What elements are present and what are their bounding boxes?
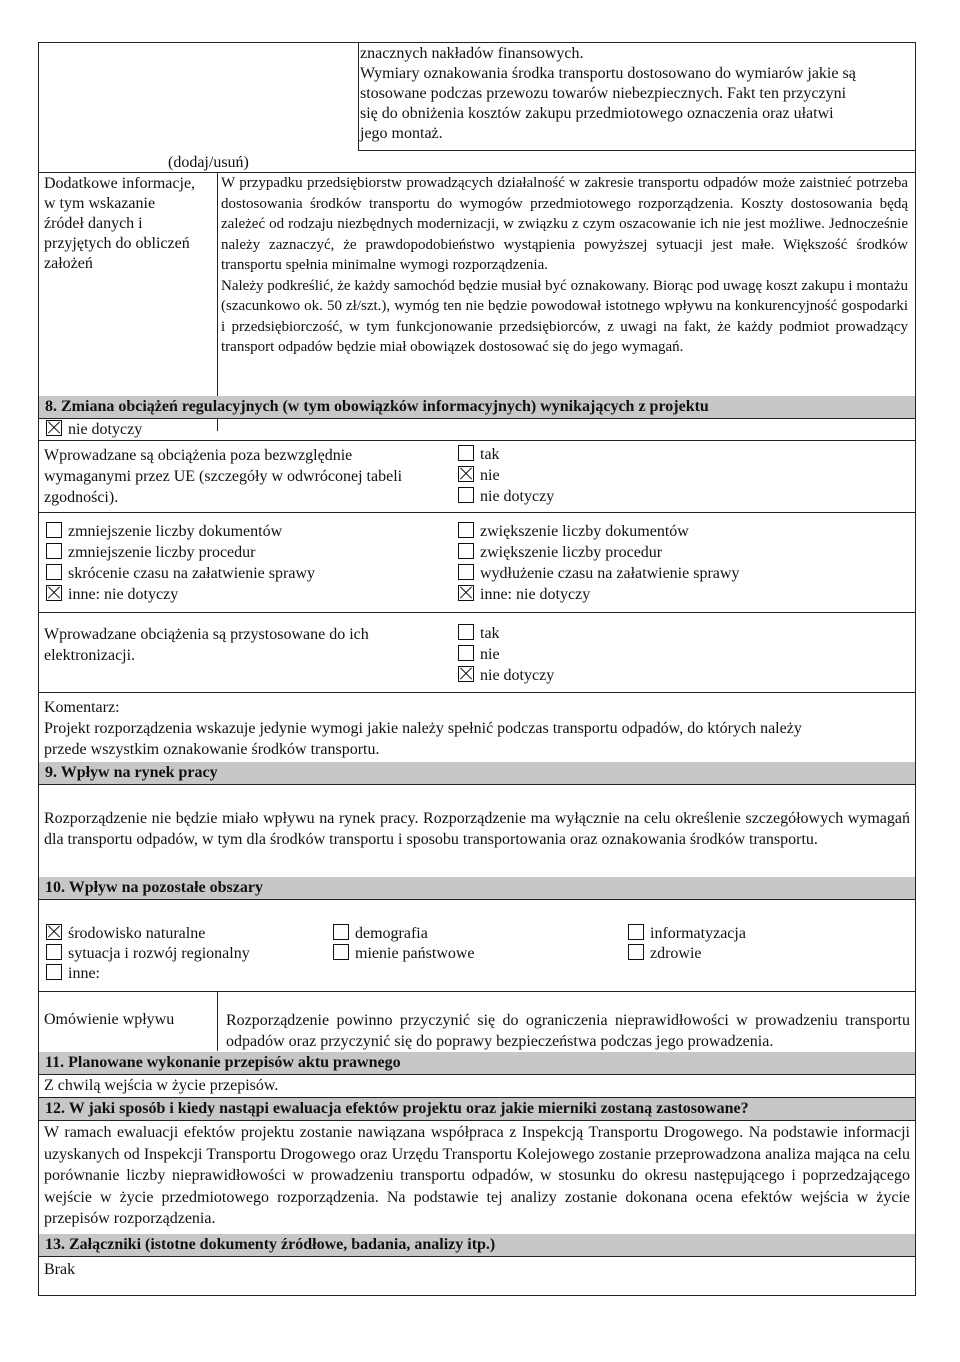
additional-info-text <box>221 173 908 358</box>
impact-col-1 <box>46 924 250 984</box>
q1-option-nd[interactable] <box>458 487 554 507</box>
checkbox[interactable] <box>628 944 644 960</box>
q1-option-tak[interactable] <box>458 445 500 465</box>
label-line: Dodatkowe informacje, <box>44 175 196 192</box>
option-row[interactable] <box>333 924 475 944</box>
option-label: zdrowie <box>650 945 702 962</box>
divider <box>38 1256 916 1257</box>
option-row[interactable] <box>46 585 315 605</box>
checkbox-checked[interactable] <box>46 585 62 601</box>
top-text-line: jego montaż. <box>360 125 443 142</box>
q-line: Wprowadzane są obciążenia poza bezwzględnie <box>44 447 353 464</box>
checkbox[interactable] <box>458 645 474 661</box>
q1-text <box>44 445 402 508</box>
section-12-text: W ramach ewaluacji efektów projektu zostanie nawiązana współpraca z Inspekcją Transportu Drogowego. Na podstawie informacji uzyskanych od Inspekcji Transportu Drogowego oraz Urzędu Transportu Kolejowego zostanie przeprowadzona analiza mająca na celu porównanie liczby nieprawidłowości w prowadzeniu transportu odpadów, w stosunku do okresu następującego i poprzedzającego wejście w życie przedmiotowego rozporządzenia. Na podstawie tej analizy zostanie dokonana ocena efektów wejścia w życie przepisów rozporządzenia. <box>44 1124 910 1228</box>
option-row[interactable] <box>46 944 250 964</box>
option-label: zwiększenie liczby dokumentów <box>480 523 689 540</box>
checkbox-checked[interactable] <box>458 466 474 482</box>
column-divider <box>217 172 218 431</box>
label-line: założeń <box>44 255 93 272</box>
column-divider <box>217 991 218 1051</box>
divider <box>38 991 916 992</box>
divider <box>38 612 916 613</box>
q2-option-nie[interactable] <box>458 645 500 665</box>
option-label: inne: nie dotyczy <box>480 586 591 603</box>
comment-block <box>44 697 910 760</box>
section-9-text: Rozporządzenie nie będzie miało wpływu na rynek pracy. Rozporządzenie ma wyłącznie na celu określenie szczegółowych wymagań dla transportu odpadów, w tym dla środków transportu i sposobu transportowania oraz oznakowania środków transportu. <box>44 810 910 848</box>
paragraph: Należy podkreślić, że każdy samochód będzie musiał być oznakowany. Biorąc pod uwagę koszt zakupu i montażu (szacunkowo ok. 50 zł/szt.), wymóg ten nie będzie powodował istotnego wpływu na konkurencyjność gospodarki i przedsiębiorczość, w tym funkcjonowanie przedsiębiorców, z uwagi na fakt, że każdy podmiot prowadzący transport odpadów będzie miał obowiązek dostosować się do jego wymagań. <box>221 277 908 355</box>
checkbox[interactable] <box>46 944 62 960</box>
q-line: elektronizacji. <box>44 647 136 664</box>
q-line: wymaganymi przez UE (szczegóły w odwróconej tabeli <box>44 468 403 485</box>
option-label: nie <box>480 646 500 663</box>
divider <box>38 899 916 900</box>
checkbox[interactable] <box>628 924 644 940</box>
option-label: demografia <box>355 925 428 942</box>
option-row[interactable] <box>46 522 315 542</box>
checkbox[interactable] <box>46 964 62 980</box>
impact-col-3 <box>628 924 746 964</box>
checkbox[interactable] <box>458 543 474 559</box>
impact-discussion-text: Rozporządzenie powinno przyczynić się do ograniczenia nieprawidłowości w prowadzeniu transportu odpadów oraz przyczynić się do poprawy bezpieczeństwa podczas jego prowadzenia. <box>226 1012 910 1050</box>
option-row[interactable] <box>458 585 739 605</box>
checkbox[interactable] <box>458 487 474 503</box>
checkbox[interactable] <box>333 944 349 960</box>
divider <box>38 1074 916 1075</box>
additional-info-label <box>44 174 214 274</box>
section-13-header: 13. Załączniki (istotne dokumenty źródłowe, badania, analizy itp.) <box>39 1234 915 1256</box>
option-label: zwiększenie liczby procedur <box>480 544 663 561</box>
option-label: nie dotyczy <box>68 421 143 438</box>
divider <box>38 692 916 693</box>
top-text-line: stosowane podczas przewozu towarów niebezpiecznych. Fakt ten przyczyni <box>360 85 847 102</box>
option-label: informatyzacja <box>650 925 746 942</box>
q2-text <box>44 624 369 666</box>
q-line: Wprowadzane obciążenia są przystosowane do ich <box>44 626 369 643</box>
section-11-text: Z chwilą wejścia w życie przepisów. <box>44 1077 279 1094</box>
label-line: w tym wskazanie <box>44 195 156 212</box>
impact-discussion-label: Omówienie wpływu <box>44 1011 175 1028</box>
checkbox-checked[interactable] <box>458 666 474 682</box>
option-label: nie <box>480 467 500 484</box>
section-10-header: 10. Wpływ na pozostałe obszary <box>39 877 915 899</box>
divider <box>38 418 916 419</box>
option-label: nie dotyczy <box>480 667 555 684</box>
comment-line: Projekt rozporządzenia wskazuje jedynie wymogi jakie należy spełnić podczas transportu odpadów, do których należy <box>44 720 802 737</box>
divider <box>358 150 916 151</box>
checkbox-checked[interactable] <box>46 924 62 940</box>
comment-line: przede wszystkim oznakowanie środków transportu. <box>44 741 380 758</box>
top-text <box>360 44 910 144</box>
option-label: mienie państwowe <box>355 945 475 962</box>
option-label: wydłużenie czasu na załatwienie sprawy <box>480 565 740 582</box>
divider <box>38 784 916 785</box>
option-label: inne: nie dotyczy <box>68 586 179 603</box>
top-text-line: znacznych nakładów finansowych. <box>360 45 584 62</box>
impact-col-2 <box>333 924 475 964</box>
checkbox-checked[interactable] <box>458 585 474 601</box>
checkbox-checked[interactable] <box>46 420 62 436</box>
checkbox[interactable] <box>46 564 62 580</box>
option-row[interactable] <box>333 944 475 964</box>
checkbox[interactable] <box>458 564 474 580</box>
checkbox[interactable] <box>458 624 474 640</box>
option-row[interactable] <box>46 564 315 584</box>
q-line: zgodności). <box>44 489 119 506</box>
option-row[interactable] <box>46 543 315 563</box>
divider <box>38 440 916 441</box>
right-options <box>458 522 739 602</box>
option-label: inne: <box>68 965 100 982</box>
section-9-header: 9. Wpływ na rynek pracy <box>39 762 915 784</box>
section-13-text: Brak <box>44 1261 76 1278</box>
section-12-header: 12. W jaki sposób i kiedy nastąpi ewaluacja efektów projektu oraz jakie mierniki zostaną zastosowane? <box>39 1098 915 1120</box>
option-row[interactable] <box>458 543 739 563</box>
option-label: zmniejszenie liczby dokumentów <box>68 523 283 540</box>
option-row[interactable] <box>458 564 739 584</box>
add-remove-link[interactable]: (dodaj/usuń) <box>168 154 249 171</box>
nie-dotyczy-option[interactable] <box>46 420 142 440</box>
option-row[interactable] <box>628 944 746 964</box>
option-row[interactable] <box>46 924 250 944</box>
option-label: tak <box>480 446 500 463</box>
option-row[interactable] <box>46 964 250 984</box>
option-label: nie dotyczy <box>480 488 555 505</box>
option-label: tak <box>480 625 500 642</box>
option-label: skrócenie czasu na załatwienie sprawy <box>68 565 315 582</box>
section-8-header: 8. Zmiana obciążeń regulacyjnych (w tym obowiązków informacyjnych) wynikających z projektu <box>39 396 915 418</box>
label-line: źródeł danych i <box>44 215 143 232</box>
checkbox[interactable] <box>458 522 474 538</box>
top-text-line: Wymiary oznakowania środka transportu dostosowano do wymiarów jakie są <box>360 65 856 82</box>
ocr-form-page <box>38 42 916 1296</box>
option-label: środowisko naturalne <box>68 925 206 942</box>
q2-option-nd[interactable] <box>458 666 554 686</box>
checkbox[interactable] <box>333 924 349 940</box>
divider <box>38 1120 916 1121</box>
checkbox[interactable] <box>46 522 62 538</box>
option-row[interactable] <box>458 522 739 542</box>
label-line: przyjętych do obliczeń <box>44 235 190 252</box>
divider <box>38 512 916 513</box>
checkbox[interactable] <box>458 445 474 461</box>
left-options <box>46 522 315 602</box>
option-label: sytuacja i rozwój regionalny <box>68 945 250 962</box>
paragraph: W przypadku przedsiębiorstw prowadzących działalność w zakresie transportu odpadów może zaistnieć potrzeba dostosowania środków transportu do wymogów przedmiotowego rozporządzenia. Koszty dostosowania będą zależeć od rodzaju niezbędnych modernizacji, w związku z czym oszacowanie ich nie jest możliwe. Jednocześnie należy zaznaczyć, że prawdopodobieństwo wystąpienia powyższej sytuacji jest małe. Większość środków transportu spełnia minimalne wymogi rozporządzenia. <box>221 175 908 273</box>
comment-label: Komentarz: <box>44 699 120 716</box>
top-divider <box>358 42 359 150</box>
checkbox[interactable] <box>46 543 62 559</box>
q2-option-tak[interactable] <box>458 624 500 644</box>
section-11-header: 11. Planowane wykonanie przepisów aktu prawnego <box>39 1052 915 1074</box>
option-row[interactable] <box>628 924 746 944</box>
option-label: zmniejszenie liczby procedur <box>68 544 256 561</box>
top-text-line: się do obniżenia kosztów zakupu przedmiotowego oznaczenia oraz ułatwi <box>360 105 834 122</box>
q1-option-nie[interactable] <box>458 466 500 486</box>
